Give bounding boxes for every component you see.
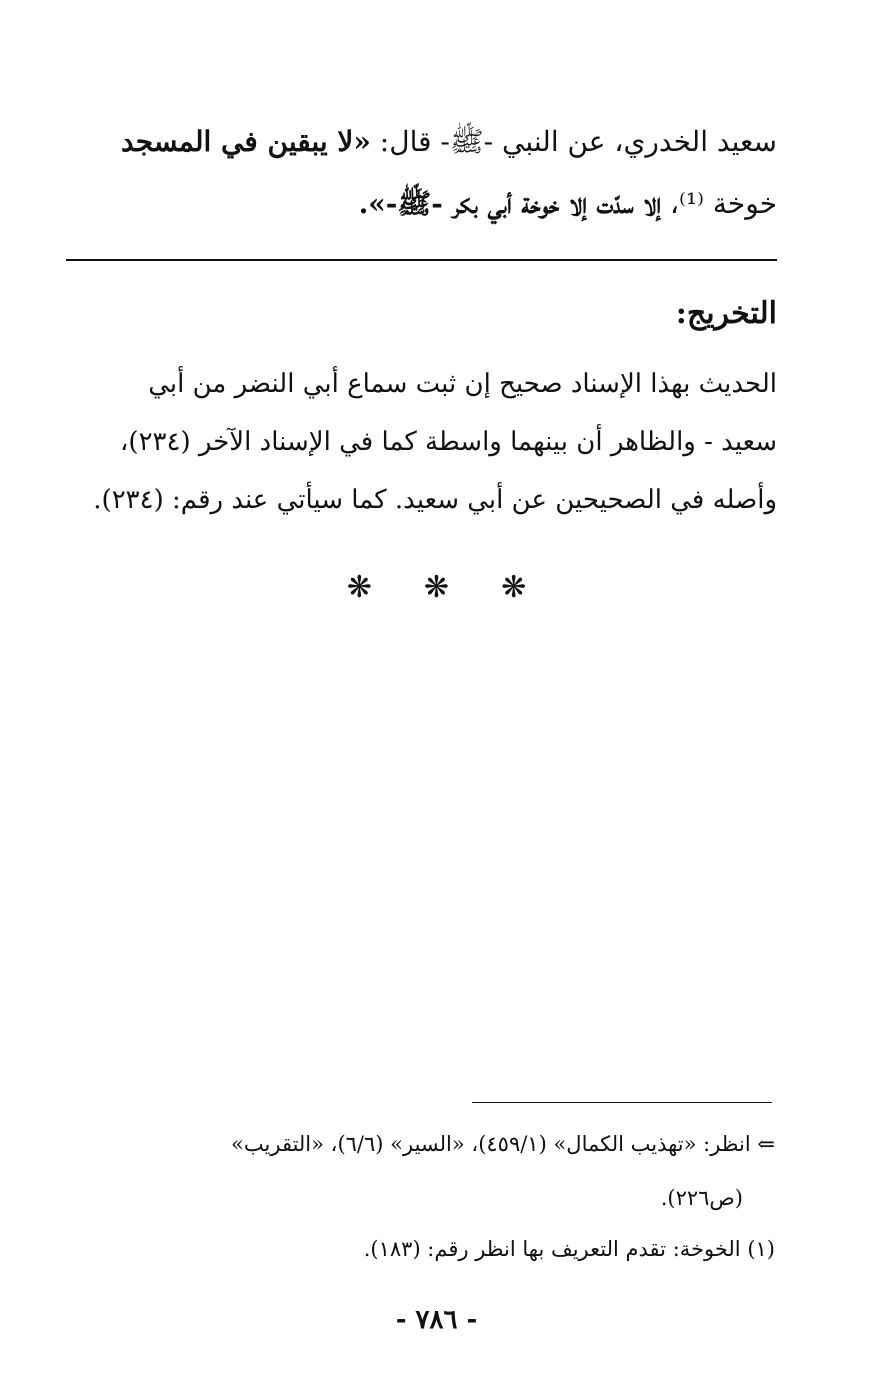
takhrij-line-3: وأصله في الصحيحين عن أبي سعيد. كما سيأتي عند رقم: (٢٣٤). bbox=[93, 485, 777, 515]
star-icon: ❋ bbox=[501, 570, 527, 605]
takhrij-heading: التخريج: bbox=[675, 296, 777, 331]
footnote-continuation-line-1: ⇐ انظر: «تهذيب الكمال» (٤٥٩/١)، «السير» (٦/٦)، «التقريب» bbox=[231, 1132, 775, 1156]
hadith-quote-end: إلا سدّت إلا خوخة أبي بكر -ﷺ-». bbox=[358, 187, 662, 220]
hadith-line-1-text: سعيد الخدري، عن النبي -ﷺ- قال: bbox=[370, 125, 777, 158]
section-divider bbox=[66, 259, 777, 261]
page-number: - ٧٨٦ - bbox=[395, 1305, 478, 1335]
hadith-line-1 bbox=[121, 122, 777, 162]
hadith-line-2-text: خوخة ⁽¹⁾، bbox=[661, 187, 777, 220]
star-icon: ❋ bbox=[423, 570, 450, 605]
footnote-continuation-line-2: (ص٢٢٦). bbox=[660, 1186, 743, 1210]
star-separator bbox=[0, 568, 873, 608]
hadith-line-2 bbox=[359, 184, 777, 224]
takhrij-line-2: سعيد - والظاهر أن بينهما واسطة كما في الإسناد الآخر (٢٣٤)، bbox=[120, 427, 777, 457]
takhrij-line-1: الحديث بهذا الإسناد صحيح إن ثبت سماع أبي النضر من أبي bbox=[148, 369, 777, 399]
hadith-quote-start: «لا يبقين في المسجد bbox=[121, 125, 371, 158]
footnote-1: (١) الخوخة: تقدم التعريف بها انظر رقم: (١٨٣). bbox=[363, 1237, 775, 1261]
footnote-divider bbox=[472, 1102, 772, 1103]
star-icon: ❋ bbox=[346, 570, 372, 605]
